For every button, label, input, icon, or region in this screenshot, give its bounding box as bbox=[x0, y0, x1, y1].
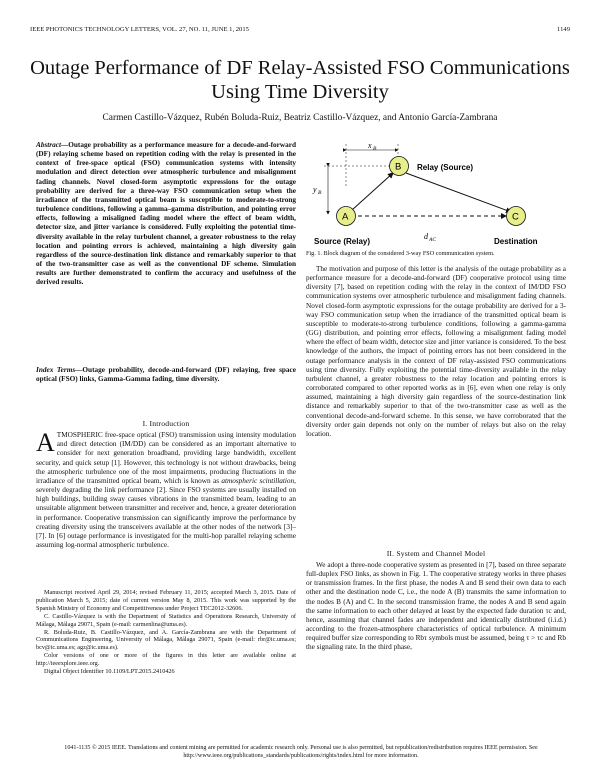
intro-text-start: TMOSPHERIC free-space optical (FSO) transmission using intensity modulation and direct detection (IM/DD) can be considered as an important alternative to consider for next generation broadband, providing large bandwidth, excellent security, and quick setup [1]. However, this technology is not without drawbacks, being the atmospheric turbulence one of the most impairments, producing fluctuations in the irradiance of the transmitted optical beam, which is known as bbox=[36, 431, 296, 485]
footnotes bbox=[36, 589, 296, 676]
section-heading-system-model: II. System and Channel Model bbox=[386, 549, 486, 558]
drop-cap: A bbox=[36, 428, 55, 458]
link-a-b bbox=[352, 173, 393, 210]
paper-title: Outage Performance of DF Relay-Assisted FSO Communications Using Time Diversity bbox=[30, 57, 570, 103]
abstract-text: —Outage probability as a performance measure for a decode-and-forward (DF) relaying scheme based on repetition coding with the relay is presented in the context of free-space optical (FSO) communication systems with intensity modulation and direct detection over atmospheric turbulence and misalignment fading channels. Novel closed-form asymptotic expressions for the outage probability are derived for a three-way FSO communication setup when the irradiance of the transmitted optical beam is susceptible to moderate-to-strong turbulence conditions, following a gamma–gamma distribution, and pointing error effects, following a misaligned fading model where the effect of beam width, detector size, and jitter variance is considered. Fully exploiting the potential time-diversity available in the relay turbulent channel, a greater robustness to the relay location and pointing errors is achieved, maintaining a high diversity gain regardless of the source-destination link distance and remarkably superior to that of the two-transmitter case as well as the conventional DF scheme. Simulation results are further demonstrated to confirm the accuracy and usefulness of the derived results. bbox=[36, 141, 296, 287]
yb-subscript: B bbox=[318, 190, 322, 196]
abstract bbox=[36, 141, 296, 288]
system-model-section bbox=[306, 561, 566, 653]
index-terms-label: Index Terms bbox=[36, 366, 76, 374]
introduction-section bbox=[36, 419, 296, 550]
destination-label: Destination bbox=[494, 237, 538, 246]
node-a-label: A bbox=[342, 211, 349, 223]
figure-1 bbox=[306, 140, 568, 248]
author-list: Carmen Castillo-Vázquez, Rubén Boluda-Ruiz, Beatriz Castillo-Vázquez, and Antonio García-Zambrana bbox=[102, 113, 498, 123]
index-terms bbox=[36, 366, 296, 384]
xb-label: x bbox=[368, 141, 372, 150]
intro-text-end: , severely degrading the link performance [2]. Since FSO systems are usually installed on high buildings, building sway causes vibrations in the transmitted beam, leading to an unsuitable alignment between transmitter and receiver and, hence, a greater deterioration in performance. Cooperative transmission can significantly improve the performance by creating diversity using the transceivers available at the other nodes of the network [3]–[7]. In [6] outage performance is investigated for the multi-hop parallel relaying scheme assuming log-normal atmospheric turbulence. bbox=[36, 476, 296, 550]
section-heading-introduction: I. Introduction bbox=[142, 419, 190, 428]
footnote-4: Color versions of one or more of the figures in this letter are available online at http://ieeexplore.ieee.org. bbox=[36, 652, 296, 668]
footnote-1: Manuscript received April 29, 2014; revised February 11, 2015; accepted March 3, 2015. Date of publication March 5, 2015; date of current version May 8, 2015. This work was supported by the Spanish Ministry of Economy and Competitiveness under Project TEC2012-32606. bbox=[36, 589, 296, 612]
footnote-5: Digital Object Identifier 10.1109/LPT.2015.2410426 bbox=[44, 668, 175, 676]
journal-header: IEEE PHOTONICS TECHNOLOGY LETTERS, VOL. 27, NO. 11, JUNE 1, 2015 bbox=[30, 26, 249, 33]
yb-label: y bbox=[313, 185, 317, 194]
yb-dimension bbox=[312, 166, 390, 214]
system-model-text: We adopt a three-node cooperative system as presented in [7], based on three separate full-duplex FSO links, as shown in Fig. 1. The cooperative strategy works in three phases or transmission frames. In the first phase, the nodes A and B send their own data to each other and the destination node C, i.e., the node A (B) transmits the same information to the nodes B (A) and C. In the second transmission frame, the nodes A and B send again the same information to each other delayed at least by the expected fade duration τc and, hence, assuming that channel fades are independent and identically distributed (i.i.d.) according to the frozen-atmosphere characteristics of optical turbulence. A minimum required buffer size corresponding to Rbτ symbols must be assumed, being τ > τc and Rb the signaling rate. In the third phase, bbox=[306, 561, 566, 652]
link-b-c bbox=[406, 173, 511, 212]
footnote-2: C. Castillo-Vázquez is with the Department of Statistics and Operations Research, University of Málaga, Málaga 29071, Spain (e-mail: carmenlina@uma.es). bbox=[36, 612, 296, 628]
relay-source-label: Relay (Source) bbox=[417, 163, 474, 172]
footnote-3: R. Boluda-Ruiz, B. Castillo-Vázquez, and A. García-Zambrana are with the Department of Communications Engineering, University of Málaga, Málaga 29071, Spain (e-mail: rbr@ic.uma.es; bcv@ic.uma.es; agz@ic.uma.es). bbox=[36, 628, 296, 652]
dac-subscript: AC bbox=[429, 237, 437, 243]
node-b bbox=[390, 157, 409, 176]
node-c-label: C bbox=[512, 211, 519, 223]
intro-emphasis: atmospheric scintillation bbox=[221, 476, 295, 485]
xb-subscript: B bbox=[373, 146, 377, 152]
source-relay-label: Source (Relay) bbox=[314, 237, 371, 246]
page-number: 1149 bbox=[557, 26, 570, 33]
abstract-label: Abstract bbox=[36, 141, 61, 149]
introduction-paragraph bbox=[36, 428, 296, 550]
node-b-label: B bbox=[395, 161, 402, 173]
motivation-text: The motivation and purpose of this letter is the analysis of the outage probability as a performance measure for a decode-and-forward (DF) cooperative protocol using time diversity [7], based on repetition coding with the relay in the context of IM/DD FSO communication systems over atmospheric turbulence and misalignment fading channels. Novel closed-form asymptotic expressions for the outage probability are derived for a 3-way FSO communication setup when the irradiance of the transmitted optical beam is susceptible to moderate-to-strong turbulence conditions, following a gamma-gamma (GG) distribution, and pointing error effects, following a misalignment fading model where the effect of beam width, detector size and jitter variance is considered. To the best knowledge of the authors, the impact of pointing errors has not been considered in the outage performance analysis in the context of DF relay-assisted FSO communications using time diversity. Fully exploiting the potential time-diversity available in the relay turbulent channel, a greater robustness to the relay location and pointing errors is corroborated compared to other reported works as in [6], even when one relay is only assumed, maintaining a high diversity gain regardless of the source-destination link distance and remarkably superior to that of the two-transmitter case as well as the conventional decode-and-forward scheme. In this sense, we have corroborated that the diversity order gain depends not only on the number of relays but also on the relay location. bbox=[306, 265, 566, 438]
index-terms-text: —Outage probability, decode-and-forward (DF) relaying, free space optical (FSO) links, Gamma-Gamma fading, time diversity. bbox=[36, 366, 296, 384]
figure-caption: Fig. 1. Block diagram of the considered 3-way FSO communication system. bbox=[306, 250, 495, 257]
node-c bbox=[507, 207, 526, 226]
node-a bbox=[337, 207, 356, 226]
copyright-notice: 1041-1135 © 2015 IEEE. Translations and content mining are permitted for academic research only. Personal use is also permitted, but republication/redistribution requires IEEE permission. See http://www.ieee.org/publications_standards/publications/rights/index.html for more information. bbox=[64, 745, 538, 759]
system-diagram bbox=[306, 140, 568, 248]
dac-label: d bbox=[424, 232, 428, 241]
motivation-paragraph bbox=[306, 265, 566, 439]
